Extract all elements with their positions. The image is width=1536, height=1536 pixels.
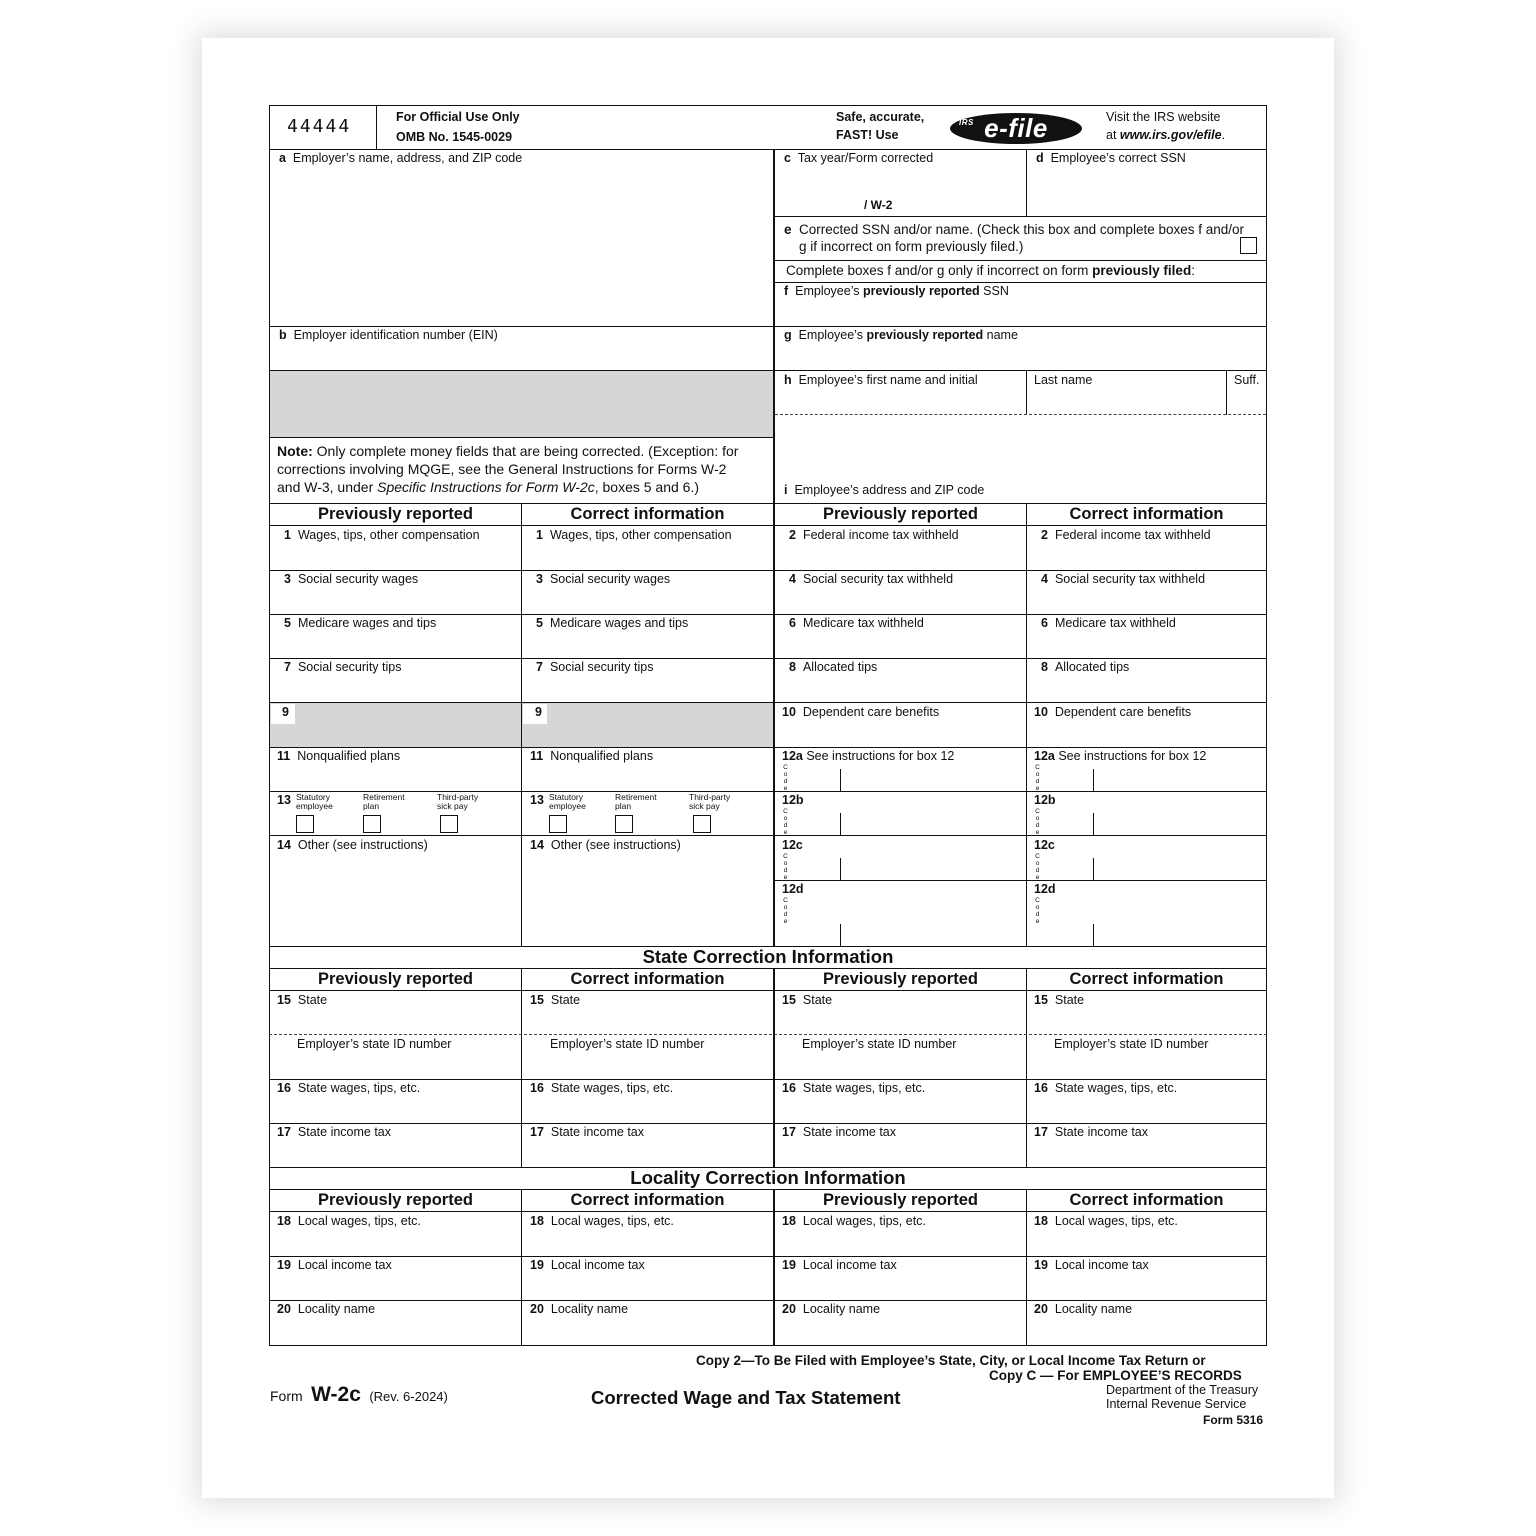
box-6-correct[interactable]: 6 Medicare tax withheld	[1041, 616, 1176, 630]
box-12d-correct[interactable]: 12d	[1034, 882, 1056, 896]
box-17-prev-2[interactable]: 17 State income tax	[782, 1125, 897, 1139]
box-h-suffix-field[interactable]	[1228, 390, 1264, 412]
box-3-correct[interactable]: 3 Social security wages	[536, 572, 671, 586]
box-15-correct-1[interactable]: 15 State	[530, 993, 581, 1007]
box-12c-correct[interactable]: 12c	[1034, 838, 1055, 852]
box-c-form-corrected[interactable]: / W-2	[864, 198, 893, 212]
box-20-correct-1[interactable]: 20 Locality name	[530, 1302, 629, 1316]
form-5316-label: Form 5316	[1203, 1413, 1264, 1427]
box-8-correct[interactable]: 8 Allocated tips	[1041, 660, 1130, 674]
box-6-prev[interactable]: 6 Medicare tax withheld	[789, 616, 924, 630]
box-h-suffix-label: Suff.	[1234, 373, 1260, 387]
box-13-correct-statutory-label: Statutory employee	[549, 792, 586, 811]
box-4-correct[interactable]: 4 Social security tax withheld	[1041, 572, 1206, 586]
box-i-label: i Employee’s address and ZIP code	[784, 483, 985, 497]
official-use-label: For Official Use Only	[396, 110, 520, 124]
box-3-prev[interactable]: 3 Social security wages	[284, 572, 419, 586]
form-title: Corrected Wage and Tax Statement	[591, 1387, 901, 1408]
box-12a-correct-code-label: C o d e	[1035, 764, 1040, 792]
box-e-checkbox[interactable]	[1240, 237, 1257, 254]
box-13-prev-thirdparty-label: Third-party sick pay	[437, 792, 479, 811]
box-13-correct-thirdparty-checkbox[interactable]	[693, 815, 711, 833]
box-12d-correct-code-label: C o d e	[1035, 897, 1040, 925]
box-i-field[interactable]	[777, 418, 1263, 480]
box-13-correct-thirdparty-label: Third-party sick pay	[689, 792, 731, 811]
box-9-prev: 9	[282, 705, 289, 719]
box-b-label: b Employer identification number (EIN)	[279, 328, 498, 342]
box-12d-prev-code-label: C o d e	[783, 897, 788, 925]
box-d-label: d Employee’s correct SSN	[1036, 151, 1186, 165]
box-19-prev-2[interactable]: 19 Local income tax	[782, 1258, 897, 1272]
locality-col-prev-1: Previously reported	[318, 1191, 473, 1209]
box-19-correct-2[interactable]: 19 Local income tax	[1034, 1258, 1149, 1272]
department-label: Department of the Treasury	[1106, 1383, 1259, 1397]
box-h-last-name-label: Last name	[1034, 373, 1093, 387]
box-f-field[interactable]	[777, 300, 1263, 324]
box-c-label: c Tax year/Form corrected	[784, 151, 934, 165]
box-12c-correct-code-label: C o d e	[1035, 853, 1040, 881]
locality-col-prev-2: Previously reported	[823, 1191, 978, 1209]
state-section-title: State Correction Information	[642, 946, 894, 967]
box-18-prev-2[interactable]: 18 Local wages, tips, etc.	[782, 1214, 926, 1228]
state-id-correct-1[interactable]: Employer’s state ID number	[550, 1037, 705, 1051]
form-name: W-2c	[311, 1383, 361, 1406]
box-7-prev[interactable]: 7 Social security tips	[284, 660, 402, 674]
box-13-prev-thirdparty-checkbox[interactable]	[440, 815, 458, 833]
box-8-prev[interactable]: 8 Allocated tips	[789, 660, 878, 674]
box-4-prev[interactable]: 4 Social security tax withheld	[789, 572, 954, 586]
money-fields-note: Note: Only complete money fields that are being corrected. (Exception: for corrections involving MQGE, see the General Instructions for Forms W-2 and W-3, under Specific Instructions for Form W-2c, boxes 5 and 6.)	[277, 443, 739, 495]
money-col-prev-1: Previously reported	[318, 505, 473, 523]
box-12b-correct[interactable]: 12b	[1034, 793, 1056, 807]
complete-boxes-note: Complete boxes f and/or g only if incorrect on form previously filed:	[786, 263, 1195, 278]
irs-efile-url[interactable]: www.irs.gov/efile	[1119, 128, 1222, 142]
box-5-prev[interactable]: 5 Medicare wages and tips	[284, 616, 437, 630]
irs-efile-logo: IRS e-file	[950, 113, 1082, 144]
box-19-prev-1[interactable]: 19 Local income tax	[277, 1258, 392, 1272]
state-col-correct-1: Correct information	[570, 970, 725, 988]
box-13-prev-statutory-label: Statutory employee	[296, 792, 333, 811]
box-11-prev[interactable]: 11 Nonqualified plans	[277, 749, 401, 763]
box-5-correct[interactable]: 5 Medicare wages and tips	[536, 616, 689, 630]
form-id: Form W-2c (Rev. 6-2024)	[270, 1383, 448, 1406]
box-14-correct[interactable]: 14 Other (see instructions)	[530, 838, 681, 852]
box-12c-prev[interactable]: 12c	[782, 838, 803, 852]
safe-accurate-line2: FAST! Use	[836, 128, 899, 142]
box-16-prev-2[interactable]: 16 State wages, tips, etc.	[782, 1081, 926, 1095]
state-id-prev-1[interactable]: Employer’s state ID number	[297, 1037, 452, 1051]
box-12b-prev-code-label: C o d e	[783, 808, 788, 836]
omb-number: OMB No. 1545-0029	[396, 130, 513, 144]
box-12b-correct-code-label: C o d e	[1035, 808, 1040, 836]
box-h-last-name-field[interactable]	[1029, 390, 1224, 412]
control-number[interactable]: 44444	[287, 116, 352, 137]
safe-accurate-line1: Safe, accurate,	[836, 110, 925, 124]
box-17-correct-2[interactable]: 17 State income tax	[1034, 1125, 1149, 1139]
box-19-correct-1[interactable]: 19 Local income tax	[530, 1258, 645, 1272]
copy-c-label: Copy C — For EMPLOYEE’S RECORDS	[989, 1368, 1242, 1383]
box-13-correct: 13	[530, 793, 544, 807]
box-g-field[interactable]	[777, 345, 1263, 369]
box-d-field[interactable]	[1029, 168, 1263, 214]
box-13-correct-retirement-checkbox[interactable]	[615, 815, 633, 833]
box-13-prev-retirement-checkbox[interactable]	[363, 815, 381, 833]
box-12a-prev-code-label: C o d e	[783, 764, 788, 792]
box-10-prev[interactable]: 10 Dependent care benefits	[782, 705, 940, 719]
visit-irs-line2: at www.irs.gov/efile.	[1106, 128, 1226, 142]
visit-irs-line1: Visit the IRS website	[1106, 110, 1221, 124]
copy-2-label: Copy 2—To Be Filed with Employee’s State, City, or Local Income Tax Return or	[696, 1353, 1206, 1368]
box-15-prev-1[interactable]: 15 State	[277, 993, 328, 1007]
box-12b-prev[interactable]: 12b	[782, 793, 804, 807]
box-12c-prev-code-label: C o d e	[783, 853, 788, 881]
state-id-correct-2[interactable]: Employer’s state ID number	[1054, 1037, 1209, 1051]
box-16-prev-1[interactable]: 16 State wages, tips, etc.	[277, 1081, 421, 1095]
box-1-prev[interactable]: 1 Wages, tips, other compensation	[284, 528, 480, 542]
box-f-label: f Employee’s previously reported SSN	[784, 284, 1009, 298]
state-col-correct-2: Correct information	[1069, 970, 1224, 988]
box-18-correct-1[interactable]: 18 Local wages, tips, etc.	[530, 1214, 674, 1228]
locality-section-title: Locality Correction Information	[630, 1167, 906, 1188]
state-col-prev-1: Previously reported	[318, 970, 473, 988]
money-col-correct-2: Correct information	[1069, 505, 1224, 523]
box-13-correct-retirement-label: Retirement plan	[615, 792, 657, 811]
box-11-correct[interactable]: 11 Nonqualified plans	[530, 749, 654, 763]
box-18-correct-2[interactable]: 18 Local wages, tips, etc.	[1034, 1214, 1178, 1228]
state-col-prev-2: Previously reported	[823, 970, 978, 988]
box-16-correct-1[interactable]: 16 State wages, tips, etc.	[530, 1081, 674, 1095]
box-12d-prev[interactable]: 12d	[782, 882, 804, 896]
money-col-prev-2: Previously reported	[823, 505, 978, 523]
box-2-prev[interactable]: 2 Federal income tax withheld	[789, 528, 959, 542]
box-12a-correct[interactable]: 12a See instructions for box 12	[1034, 749, 1207, 763]
box-12a-prev[interactable]: 12a See instructions for box 12	[782, 749, 955, 763]
box-10-correct[interactable]: 10 Dependent care benefits	[1034, 705, 1192, 719]
irs-label: Internal Revenue Service	[1106, 1397, 1247, 1411]
box-20-prev-1[interactable]: 20 Locality name	[277, 1302, 376, 1316]
box-7-correct[interactable]: 7 Social security tips	[536, 660, 654, 674]
locality-col-correct-2: Correct information	[1069, 1191, 1224, 1209]
box-16-correct-2[interactable]: 16 State wages, tips, etc.	[1034, 1081, 1178, 1095]
box-18-prev-1[interactable]: 18 Local wages, tips, etc.	[277, 1214, 421, 1228]
box-h-first-name-field[interactable]	[777, 390, 1024, 412]
box-g-label: g Employee’s previously reported name	[784, 328, 1018, 342]
box-1-correct[interactable]: 1 Wages, tips, other compensation	[536, 528, 732, 542]
box-17-prev-1[interactable]: 17 State income tax	[277, 1125, 392, 1139]
state-id-prev-2[interactable]: Employer’s state ID number	[802, 1037, 957, 1051]
box-13-prev-statutory-checkbox[interactable]	[296, 815, 314, 833]
box-b-field[interactable]	[272, 345, 772, 369]
box-h-label: h Employee’s first name and initial	[784, 373, 978, 387]
box-9-correct: 9	[535, 705, 542, 719]
box-a-label: a Employer’s name, address, and ZIP code	[279, 151, 523, 165]
box-a-field[interactable]	[272, 168, 772, 324]
box-e-label: e Corrected SSN and/or name. (Check this box and complete boxes f and/or g if incorrect on form previously filed.)	[784, 222, 1245, 254]
box-15-correct-2[interactable]: 15 State	[1034, 993, 1085, 1007]
box-15-prev-2[interactable]: 15 State	[782, 993, 833, 1007]
box-2-correct[interactable]: 2 Federal income tax withheld	[1041, 528, 1211, 542]
box-13-prev: 13	[277, 793, 291, 807]
box-13-correct-statutory-checkbox[interactable]	[549, 815, 567, 833]
box-20-prev-2[interactable]: 20 Locality name	[782, 1302, 881, 1316]
box-14-prev[interactable]: 14 Other (see instructions)	[277, 838, 428, 852]
money-col-correct-1: Correct information	[570, 505, 725, 523]
box-13-prev-retirement-label: Retirement plan	[363, 792, 405, 811]
locality-col-correct-1: Correct information	[570, 1191, 725, 1209]
box-20-correct-2[interactable]: 20 Locality name	[1034, 1302, 1133, 1316]
box-17-correct-1[interactable]: 17 State income tax	[530, 1125, 645, 1139]
